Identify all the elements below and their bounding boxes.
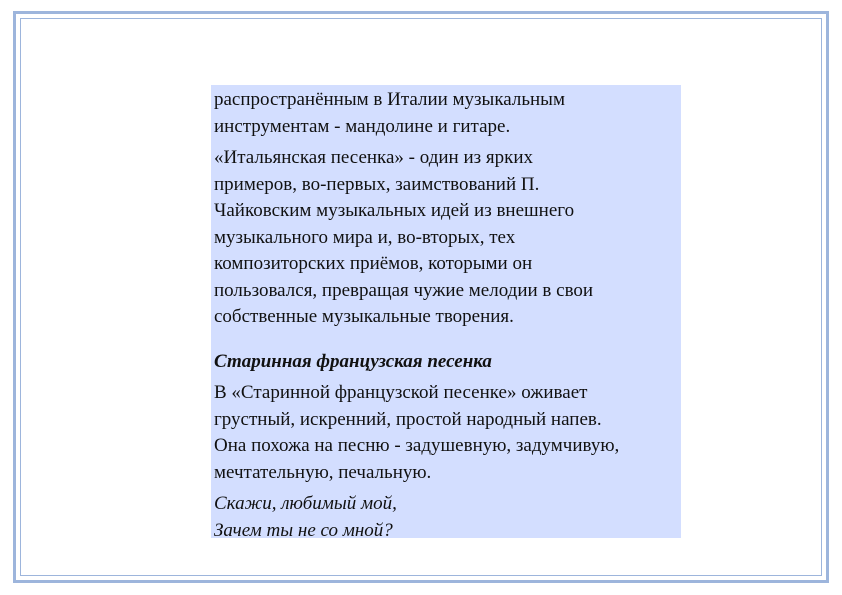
- text-line: В «Старинной французской песенке» оживает: [214, 382, 588, 403]
- text-line: композиторских приёмов, которыми он: [214, 253, 533, 274]
- text-line: грустный, искренний, простой народный напев.: [214, 408, 602, 430]
- text-line: музыкального мира и, во-вторых, тех: [214, 226, 516, 248]
- paragraph-intro: [214, 87, 677, 140]
- paragraph-french-song: [214, 380, 677, 486]
- text-line: Чайковским музыкальных идей из внешнего: [214, 200, 575, 221]
- text-line: распространённым в Италии музыкальным: [214, 89, 565, 110]
- text-line: примеров, во-первых, заимствований П.: [214, 173, 540, 195]
- section-heading: Старинная французская песенка: [214, 350, 492, 372]
- text-block: [211, 85, 681, 541]
- text-line: пользовался, превращая чужие мелодии в свои: [214, 279, 594, 301]
- text-line: собственные музыкальные творения.: [214, 306, 514, 327]
- verse-quote: [214, 491, 677, 544]
- verse-line: Скажи, любимый мой,: [214, 493, 397, 514]
- paragraph-italian-song: [214, 145, 677, 331]
- text-line: «Итальянская песенка» - один из ярких: [214, 147, 534, 168]
- verse-line: Зачем ты не со мной?: [214, 519, 393, 541]
- text-line: Она похожа на песню - задушевную, задумчивую,: [214, 435, 620, 456]
- text-line: мечтательную, печальную.: [214, 461, 432, 483]
- text-line: инструментам - мандолине и гитаре.: [214, 115, 511, 137]
